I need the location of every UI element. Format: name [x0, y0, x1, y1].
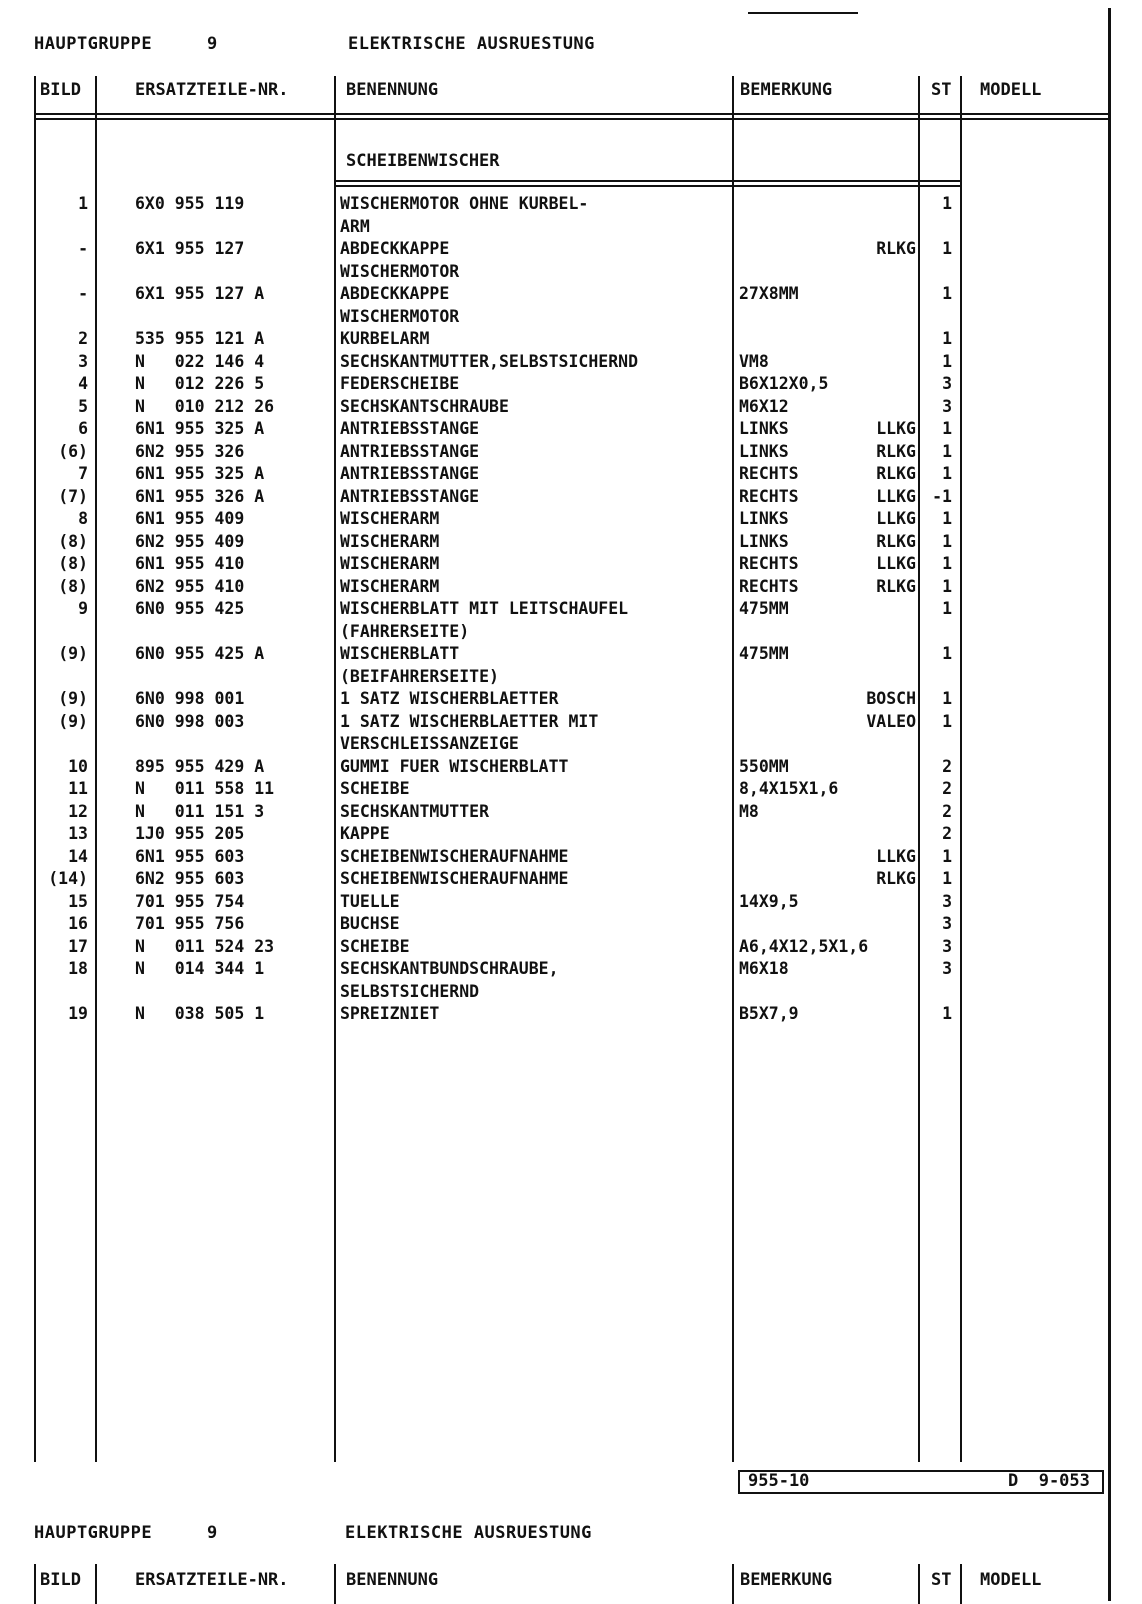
row-qty: 3	[942, 914, 952, 933]
row-name-line: ANTRIEBSSTANGE	[340, 486, 480, 506]
col-header-bild: BILD	[40, 80, 81, 100]
row-bild: 17	[68, 936, 88, 956]
row-part-number: 6N0 955 425	[135, 599, 245, 618]
row-variant: RLKG	[876, 464, 916, 483]
row-name-line: (BEIFAHRERSEITE)	[340, 666, 499, 686]
row-qty: 1	[942, 509, 952, 528]
row-variant: RLKG	[876, 531, 916, 551]
group-label: HAUPTGRUPPE	[34, 34, 153, 54]
row-part-number: 6N1 955 326 A	[135, 486, 265, 506]
row-qty: 1	[942, 284, 952, 303]
row-part-number: 6N2 955 410	[135, 576, 245, 596]
next-col-divider-part	[334, 1564, 336, 1604]
row-qty: 2	[942, 779, 952, 798]
row-bild: 13	[68, 824, 88, 843]
row-name-line: ARM	[340, 216, 370, 236]
row-variant: RLKG	[876, 576, 916, 596]
row-name-line: WISCHERBLATT MIT LEITSCHAUFEL	[340, 599, 629, 618]
row-part-number: 6N2 955 603	[135, 869, 245, 888]
row-part-number: 6X1 955 127	[135, 239, 245, 258]
row-bild: (9)	[58, 711, 88, 731]
group-title: ELEKTRISCHE AUSRUESTUNG	[348, 34, 595, 54]
row-name-line: (FAHRERSEITE)	[340, 621, 470, 641]
row-part-number: 701 955 756	[135, 914, 245, 933]
row-part-number: 6N0 998 003	[135, 711, 245, 731]
row-remark: RECHTS	[739, 486, 799, 506]
row-part-number: 6N1 955 325 A	[135, 419, 265, 438]
row-variant: RLKG	[876, 869, 916, 888]
row-qty: 3	[942, 936, 952, 956]
row-part-number: 6N1 955 409	[135, 509, 245, 528]
row-qty: 3	[942, 374, 952, 393]
row-variant: VALEO	[866, 711, 916, 731]
section-title: SCHEIBENWISCHER	[346, 151, 500, 171]
row-part-number: 6N1 955 603	[135, 846, 245, 866]
row-qty: 1	[942, 441, 952, 461]
row-part-number: 701 955 754	[135, 891, 245, 911]
row-name-line: SECHSKANTMUTTER,SELBSTSICHERND	[340, 351, 639, 371]
row-name-line: ABDECKKAPPE	[340, 239, 450, 258]
row-bild: 12	[68, 801, 88, 821]
row-bild: 1	[78, 194, 88, 213]
row-bild: -	[78, 239, 88, 258]
row-name-line: SCHEIBE	[340, 936, 410, 956]
row-name-line: BUCHSE	[340, 914, 400, 933]
row-bild: 19	[68, 1004, 88, 1023]
row-bild: 11	[68, 779, 88, 798]
col-header-qty: ST	[931, 80, 952, 100]
row-part-number: N 022 146 4	[135, 351, 265, 371]
page-ref-box	[738, 1470, 1104, 1494]
row-remark: RECHTS	[739, 554, 799, 573]
row-qty: 1	[942, 464, 952, 483]
row-bild: 18	[68, 959, 88, 978]
row-qty: 1	[942, 329, 952, 348]
page-ref-right: D 9-053	[1008, 1471, 1090, 1491]
row-qty: 1	[942, 689, 952, 708]
row-name-line: SELBSTSICHERND	[340, 981, 480, 1001]
group-number: 9	[207, 34, 218, 54]
row-bild: 10	[68, 756, 88, 776]
next-col-divider-qty	[960, 1564, 962, 1604]
row-name-line: WISCHERARM	[340, 509, 440, 528]
row-name-line: TUELLE	[340, 891, 400, 911]
row-remark: 475MM	[739, 644, 789, 663]
col-header-part-no: ERSATZTEILE-NR.	[135, 80, 289, 100]
header-rule-top	[34, 113, 1110, 115]
next-col-divider-name	[732, 1564, 734, 1604]
section-rule-bottom	[334, 185, 960, 187]
row-remark: 27X8MM	[739, 284, 799, 303]
row-qty: 1	[942, 869, 952, 888]
row-name-line: KAPPE	[340, 824, 390, 843]
next-col-divider-bild	[95, 1564, 97, 1604]
row-qty: 2	[942, 824, 952, 843]
row-bild: 5	[78, 396, 88, 416]
row-remark: RECHTS	[739, 464, 799, 483]
row-bild: 4	[78, 374, 88, 393]
row-part-number: 6N2 955 326	[135, 441, 245, 461]
col-header-model: MODELL	[980, 80, 1042, 100]
row-qty: 2	[942, 756, 952, 776]
row-name-line: SECHSKANTMUTTER	[340, 801, 490, 821]
row-part-number: 6N1 955 325 A	[135, 464, 265, 483]
row-remark: 475MM	[739, 599, 789, 618]
row-qty: 1	[942, 846, 952, 866]
row-qty: 1	[942, 576, 952, 596]
row-qty: 2	[942, 801, 952, 821]
row-remark: A6,4X12,5X1,6	[739, 936, 869, 956]
row-bild: (9)	[58, 689, 88, 708]
row-name-line: GUMMI FUER WISCHERBLATT	[340, 756, 569, 776]
row-part-number: 895 955 429 A	[135, 756, 265, 776]
row-part-number: 6N2 955 409	[135, 531, 245, 551]
row-bild: 16	[68, 914, 88, 933]
row-bild: 6	[78, 419, 88, 438]
row-bild: (14)	[48, 869, 88, 888]
row-qty: 1	[942, 239, 952, 258]
row-variant: LLKG	[876, 846, 916, 866]
next-col-header-model: MODELL	[980, 1570, 1042, 1590]
row-name-line: VERSCHLEISSANZEIGE	[340, 734, 519, 753]
next-group-title: ELEKTRISCHE AUSRUESTUNG	[345, 1523, 592, 1543]
row-variant: LLKG	[876, 509, 916, 528]
row-bild: 7	[78, 464, 88, 483]
row-name-line: 1 SATZ WISCHERBLAETTER MIT	[340, 711, 599, 731]
col-divider-qty	[960, 76, 962, 1462]
row-name-line: SECHSKANTSCHRAUBE	[340, 396, 509, 416]
row-bild: (8)	[58, 554, 88, 573]
row-bild: -	[78, 284, 88, 303]
row-variant: RLKG	[876, 239, 916, 258]
row-name-line: SECHSKANTBUNDSCHRAUBE,	[340, 959, 559, 978]
row-bild: 8	[78, 509, 88, 528]
row-part-number: 6X0 955 119	[135, 194, 245, 213]
row-bild: (8)	[58, 576, 88, 596]
row-remark: 550MM	[739, 756, 789, 776]
row-remark: LINKS	[739, 441, 789, 461]
row-name-line: WISCHERMOTOR OHNE KURBEL-	[340, 194, 589, 213]
row-qty: 1	[942, 351, 952, 371]
right-edge-rule	[1108, 8, 1111, 1601]
col-divider-part	[334, 76, 336, 1462]
row-name-line: 1 SATZ WISCHERBLAETTER	[340, 689, 559, 708]
row-remark: LINKS	[739, 531, 789, 551]
row-qty: 3	[942, 959, 952, 978]
row-name-line: SCHEIBENWISCHERAUFNAHME	[340, 846, 569, 866]
row-name-line: ABDECKKAPPE	[340, 284, 450, 303]
row-name-line: SPREIZNIET	[340, 1004, 440, 1023]
row-name-line: ANTRIEBSSTANGE	[340, 441, 480, 461]
section-rule-top	[334, 180, 960, 182]
next-col-header-part-no: ERSATZTEILE-NR.	[135, 1570, 289, 1590]
row-remark: M8	[739, 801, 759, 821]
row-bild: (9)	[58, 644, 88, 663]
row-qty: 1	[942, 194, 952, 213]
row-name-line: KURBELARM	[340, 329, 430, 348]
next-group-label: HAUPTGRUPPE	[34, 1523, 153, 1543]
row-name-line: WISCHERMOTOR	[340, 306, 460, 326]
row-remark: LINKS	[739, 509, 789, 528]
row-part-number: N 011 151 3	[135, 801, 265, 821]
row-qty: 1	[942, 419, 952, 438]
row-name-line: ANTRIEBSSTANGE	[340, 464, 480, 483]
next-col-divider-left	[34, 1564, 36, 1604]
row-name-line: FEDERSCHEIBE	[340, 374, 460, 393]
row-bild: (7)	[58, 486, 88, 506]
row-bild: 14	[68, 846, 88, 866]
row-remark: 8,4X15X1,6	[739, 779, 839, 798]
row-remark: 14X9,5	[739, 891, 799, 911]
row-variant: LLKG	[876, 419, 916, 438]
next-col-header-bild: BILD	[40, 1570, 81, 1590]
row-name-line: WISCHERMOTOR	[340, 261, 460, 281]
col-divider-name	[732, 76, 734, 1462]
row-remark: B5X7,9	[739, 1004, 799, 1023]
row-part-number: 6X1 955 127 A	[135, 284, 265, 303]
row-qty: 1	[942, 554, 952, 573]
row-qty: -1	[932, 486, 952, 506]
next-col-divider-remark	[918, 1564, 920, 1604]
next-col-header-qty: ST	[931, 1570, 952, 1590]
row-name-line: SCHEIBE	[340, 779, 410, 798]
row-qty: 3	[942, 396, 952, 416]
row-name-line: WISCHERARM	[340, 531, 440, 551]
row-remark: M6X12	[739, 396, 789, 416]
row-bild: 15	[68, 891, 88, 911]
row-qty: 1	[942, 644, 952, 663]
row-bild: 2	[78, 329, 88, 348]
next-group-number: 9	[207, 1523, 218, 1543]
row-part-number: N 014 344 1	[135, 959, 265, 978]
row-variant: LLKG	[876, 486, 916, 506]
row-part-number: 1J0 955 205	[135, 824, 245, 843]
row-name-line: WISCHERBLATT	[340, 644, 460, 663]
col-divider-bild	[95, 76, 97, 1462]
top-rule	[748, 12, 858, 14]
row-part-number: N 011 558 11	[135, 779, 275, 798]
next-col-header-name: BENENNUNG	[346, 1570, 439, 1590]
row-qty: 1	[942, 711, 952, 731]
row-qty: 1	[942, 1004, 952, 1023]
row-bild: (6)	[58, 441, 88, 461]
row-remark: B6X12X0,5	[739, 374, 829, 393]
row-remark: M6X18	[739, 959, 789, 978]
row-part-number: N 010 212 26	[135, 396, 275, 416]
row-part-number: 6N1 955 410	[135, 554, 245, 573]
col-header-remark: BEMERKUNG	[740, 80, 833, 100]
page-ref-left: 955-10	[748, 1471, 810, 1491]
header-rule-bottom	[34, 118, 1110, 120]
row-variant: BOSCH	[866, 689, 916, 708]
row-bild: 9	[78, 599, 88, 618]
next-col-header-remark: BEMERKUNG	[740, 1570, 833, 1590]
row-bild: 3	[78, 351, 88, 371]
col-header-name: BENENNUNG	[346, 80, 439, 100]
row-variant: LLKG	[876, 554, 916, 573]
row-name-line: ANTRIEBSSTANGE	[340, 419, 480, 438]
row-part-number: N 011 524 23	[135, 936, 275, 956]
row-part-number: 6N0 998 001	[135, 689, 245, 708]
row-part-number: 535 955 121 A	[135, 329, 265, 348]
row-qty: 1	[942, 599, 952, 618]
row-part-number: 6N0 955 425 A	[135, 644, 265, 663]
row-remark: RECHTS	[739, 576, 799, 596]
row-qty: 1	[942, 531, 952, 551]
row-name-line: WISCHERARM	[340, 554, 440, 573]
row-remark: LINKS	[739, 419, 789, 438]
row-name-line: SCHEIBENWISCHERAUFNAHME	[340, 869, 569, 888]
row-bild: (8)	[58, 531, 88, 551]
row-part-number: N 038 505 1	[135, 1004, 265, 1023]
row-remark: VM8	[739, 351, 769, 371]
row-part-number: N 012 226 5	[135, 374, 265, 393]
row-variant: RLKG	[876, 441, 916, 461]
row-qty: 3	[942, 891, 952, 911]
row-name-line: WISCHERARM	[340, 576, 440, 596]
